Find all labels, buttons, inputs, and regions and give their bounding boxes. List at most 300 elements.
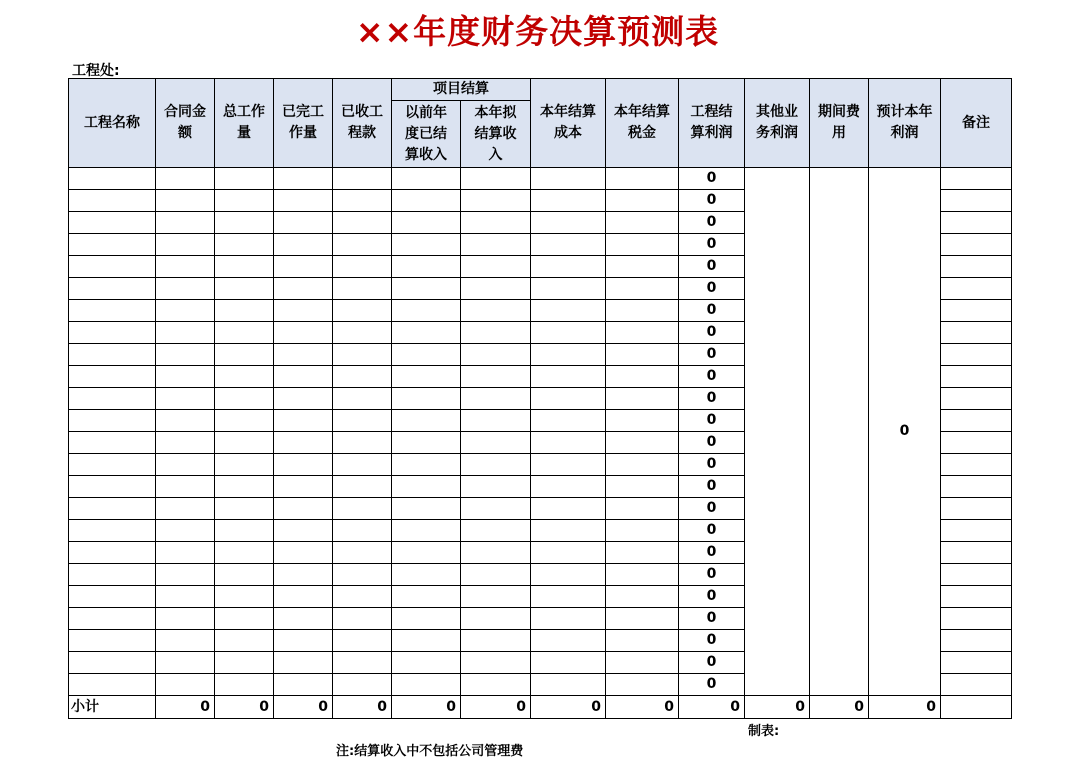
- cell-settlement-cost[interactable]: [531, 256, 606, 278]
- cell-completed-workload[interactable]: [274, 366, 333, 388]
- cell-project-profit[interactable]: 0: [679, 256, 745, 278]
- header-period-expense: 期间费 用: [810, 79, 869, 168]
- cell-remarks[interactable]: [941, 608, 1012, 630]
- cell-received-payment[interactable]: [333, 322, 392, 344]
- cell-settlement-cost[interactable]: [531, 410, 606, 432]
- cell-total-workload[interactable]: [215, 322, 274, 344]
- cell-project-name[interactable]: [69, 366, 156, 388]
- cell-planned-settlement-income[interactable]: [461, 212, 531, 234]
- cell-total-workload[interactable]: [215, 674, 274, 696]
- cell-completed-workload[interactable]: [274, 652, 333, 674]
- cell-received-payment[interactable]: [333, 542, 392, 564]
- cell-remarks[interactable]: [941, 586, 1012, 608]
- cell-remarks[interactable]: [941, 190, 1012, 212]
- cell-remarks[interactable]: [941, 520, 1012, 542]
- cell-settlement-tax[interactable]: [606, 520, 679, 542]
- cell-contract-amount[interactable]: [156, 652, 215, 674]
- cell-remarks[interactable]: [941, 410, 1012, 432]
- cell-settlement-cost[interactable]: [531, 322, 606, 344]
- cell-completed-workload[interactable]: [274, 564, 333, 586]
- cell-project-name[interactable]: [69, 432, 156, 454]
- cell-contract-amount[interactable]: [156, 608, 215, 630]
- cell-project-profit[interactable]: 0: [679, 432, 745, 454]
- cell-settlement-tax[interactable]: [606, 542, 679, 564]
- header-settlement-cost: 本年结算 成本: [531, 79, 606, 168]
- cell-project-name[interactable]: [69, 608, 156, 630]
- cell-total-workload[interactable]: [215, 212, 274, 234]
- cell-settlement-cost[interactable]: [531, 388, 606, 410]
- cell-contract-amount[interactable]: [156, 168, 215, 190]
- cell-received-payment[interactable]: [333, 168, 392, 190]
- cell-remarks[interactable]: [941, 388, 1012, 410]
- cell-project-profit[interactable]: 0: [679, 542, 745, 564]
- cell-planned-settlement-income[interactable]: [461, 652, 531, 674]
- cell-remarks[interactable]: [941, 212, 1012, 234]
- cell-other-business-profit[interactable]: [745, 168, 810, 696]
- cell-project-profit[interactable]: 0: [679, 344, 745, 366]
- cell-received-payment[interactable]: [333, 256, 392, 278]
- cell-planned-settlement-income[interactable]: [461, 564, 531, 586]
- cell-settlement-cost[interactable]: [531, 234, 606, 256]
- cell-settlement-cost[interactable]: [531, 278, 606, 300]
- cell-received-payment[interactable]: [333, 674, 392, 696]
- cell-settlement-cost[interactable]: [531, 520, 606, 542]
- cell-settlement-tax[interactable]: [606, 388, 679, 410]
- cell-prior-settled-income[interactable]: [392, 520, 461, 542]
- cell-project-name[interactable]: [69, 278, 156, 300]
- cell-contract-amount[interactable]: [156, 432, 215, 454]
- cell-settlement-cost[interactable]: [531, 674, 606, 696]
- cell-prior-settled-income[interactable]: [392, 608, 461, 630]
- cell-total-workload[interactable]: [215, 586, 274, 608]
- cell-prior-settled-income[interactable]: [392, 542, 461, 564]
- cell-contract-amount[interactable]: [156, 542, 215, 564]
- cell-contract-amount[interactable]: [156, 300, 215, 322]
- cell-project-name[interactable]: [69, 300, 156, 322]
- cell-total-workload[interactable]: [215, 498, 274, 520]
- cell-settlement-tax[interactable]: [606, 454, 679, 476]
- cell-total-workload[interactable]: [215, 388, 274, 410]
- cell-project-profit[interactable]: 0: [679, 410, 745, 432]
- cell-completed-workload[interactable]: [274, 190, 333, 212]
- cell-completed-workload[interactable]: [274, 520, 333, 542]
- cell-contract-amount[interactable]: [156, 278, 215, 300]
- cell-project-name[interactable]: [69, 168, 156, 190]
- cell-received-payment[interactable]: [333, 652, 392, 674]
- header-other-business-profit: 其他业 务利润: [745, 79, 810, 168]
- header-settlement-tax: 本年结算 税金: [606, 79, 679, 168]
- cell-contract-amount[interactable]: [156, 322, 215, 344]
- cell-completed-workload[interactable]: [274, 476, 333, 498]
- cell-prior-settled-income[interactable]: [392, 410, 461, 432]
- page-title: ××年度财务决算预测表: [355, 12, 720, 51]
- cell-received-payment[interactable]: [333, 388, 392, 410]
- cell-prior-settled-income[interactable]: [392, 212, 461, 234]
- cell-project-profit[interactable]: 0: [679, 520, 745, 542]
- header-contract-amount: 合同金 额: [156, 79, 215, 168]
- cell-planned-settlement-income[interactable]: [461, 322, 531, 344]
- cell-prior-settled-income[interactable]: [392, 388, 461, 410]
- cell-remarks[interactable]: [941, 432, 1012, 454]
- cell-settlement-cost[interactable]: [531, 432, 606, 454]
- cell-contract-amount[interactable]: [156, 476, 215, 498]
- cell-settlement-cost[interactable]: [531, 190, 606, 212]
- header-project-profit: 工程结 算利润: [679, 79, 745, 168]
- cell-remarks[interactable]: [941, 674, 1012, 696]
- cell-prior-settled-income[interactable]: [392, 168, 461, 190]
- cell-settlement-tax[interactable]: [606, 190, 679, 212]
- cell-project-profit[interactable]: 0: [679, 652, 745, 674]
- cell-completed-workload[interactable]: [274, 256, 333, 278]
- cell-planned-settlement-income[interactable]: [461, 190, 531, 212]
- cell-prior-settled-income[interactable]: [392, 564, 461, 586]
- cell-project-name[interactable]: [69, 476, 156, 498]
- cell-received-payment[interactable]: [333, 344, 392, 366]
- cell-prior-settled-income[interactable]: [392, 322, 461, 344]
- cell-completed-workload[interactable]: [274, 432, 333, 454]
- cell-planned-settlement-income[interactable]: [461, 410, 531, 432]
- cell-project-name[interactable]: [69, 410, 156, 432]
- cell-settlement-tax[interactable]: [606, 652, 679, 674]
- cell-received-payment[interactable]: [333, 564, 392, 586]
- cell-received-payment[interactable]: [333, 212, 392, 234]
- cell-project-name[interactable]: [69, 630, 156, 652]
- cell-contract-amount[interactable]: [156, 344, 215, 366]
- header-planned-settlement-income: 本年拟 结算收 入: [461, 101, 531, 168]
- cell-completed-workload[interactable]: [274, 300, 333, 322]
- cell-contract-amount[interactable]: [156, 212, 215, 234]
- cell-project-profit[interactable]: 0: [679, 476, 745, 498]
- cell-prior-settled-income[interactable]: [392, 344, 461, 366]
- cell-settlement-tax[interactable]: [606, 234, 679, 256]
- cell-planned-settlement-income[interactable]: [461, 388, 531, 410]
- cell-contract-amount[interactable]: [156, 520, 215, 542]
- cell-planned-settlement-income[interactable]: [461, 674, 531, 696]
- cell-completed-workload[interactable]: [274, 212, 333, 234]
- cell-project-profit[interactable]: 0: [679, 366, 745, 388]
- header-received-payment: 已收工 程款: [333, 79, 392, 168]
- header-completed-workload: 已完工 作量: [274, 79, 333, 168]
- cell-prior-settled-income[interactable]: [392, 454, 461, 476]
- cell-remarks[interactable]: [941, 542, 1012, 564]
- cell-prior-settled-income[interactable]: [392, 256, 461, 278]
- cell-settlement-tax[interactable]: [606, 608, 679, 630]
- cell-project-name[interactable]: [69, 454, 156, 476]
- cell-settlement-tax[interactable]: [606, 674, 679, 696]
- cell-received-payment[interactable]: [333, 630, 392, 652]
- cell-received-payment[interactable]: [333, 234, 392, 256]
- cell-prior-settled-income[interactable]: [392, 674, 461, 696]
- cell-received-payment[interactable]: [333, 300, 392, 322]
- cell-settlement-tax[interactable]: [606, 630, 679, 652]
- cell-settlement-tax[interactable]: [606, 366, 679, 388]
- cell-settlement-tax[interactable]: [606, 498, 679, 520]
- cell-remarks[interactable]: [941, 256, 1012, 278]
- cell-contract-amount[interactable]: [156, 498, 215, 520]
- cell-settlement-tax[interactable]: [606, 564, 679, 586]
- cell-settlement-cost[interactable]: [531, 608, 606, 630]
- cell-settlement-tax[interactable]: [606, 476, 679, 498]
- cell-project-name[interactable]: [69, 234, 156, 256]
- cell-completed-workload[interactable]: [274, 498, 333, 520]
- cell-settlement-cost[interactable]: [531, 630, 606, 652]
- cell-settlement-cost[interactable]: [531, 168, 606, 190]
- cell-total-workload[interactable]: [215, 366, 274, 388]
- cell-remarks[interactable]: [941, 476, 1012, 498]
- cell-settlement-tax[interactable]: [606, 300, 679, 322]
- cell-settlement-tax[interactable]: [606, 344, 679, 366]
- cell-completed-workload[interactable]: [274, 410, 333, 432]
- cell-remarks[interactable]: [941, 454, 1012, 476]
- cell-project-profit[interactable]: 0: [679, 454, 745, 476]
- subtotal-settlement-cost[interactable]: 0: [531, 696, 606, 719]
- cell-settlement-cost[interactable]: [531, 344, 606, 366]
- cell-received-payment[interactable]: [333, 410, 392, 432]
- cell-remarks[interactable]: [941, 498, 1012, 520]
- cell-project-profit[interactable]: 0: [679, 608, 745, 630]
- cell-prior-settled-income[interactable]: [392, 476, 461, 498]
- cell-project-profit[interactable]: 0: [679, 212, 745, 234]
- cell-settlement-tax[interactable]: [606, 278, 679, 300]
- cell-remarks[interactable]: [941, 652, 1012, 674]
- cell-settlement-cost[interactable]: [531, 564, 606, 586]
- cell-prior-settled-income[interactable]: [392, 366, 461, 388]
- cell-total-workload[interactable]: [215, 432, 274, 454]
- subtotal-period-expense[interactable]: 0: [810, 696, 869, 719]
- subtotal-total-workload[interactable]: 0: [215, 696, 274, 719]
- cell-contract-amount[interactable]: [156, 454, 215, 476]
- cell-settlement-cost[interactable]: [531, 476, 606, 498]
- cell-total-workload[interactable]: [215, 652, 274, 674]
- cell-contract-amount[interactable]: [156, 564, 215, 586]
- cell-completed-workload[interactable]: [274, 168, 333, 190]
- cell-prior-settled-income[interactable]: [392, 652, 461, 674]
- cell-project-name[interactable]: [69, 652, 156, 674]
- cell-project-profit[interactable]: 0: [679, 498, 745, 520]
- header-expected-profit: 预计本年 利润: [869, 79, 941, 168]
- cell-prior-settled-income[interactable]: [392, 234, 461, 256]
- department-label: 工程处:: [72, 63, 120, 79]
- forecast-table: [68, 78, 1012, 719]
- cell-project-name[interactable]: [69, 674, 156, 696]
- cell-settlement-tax[interactable]: [606, 432, 679, 454]
- cell-expected-profit[interactable]: 0: [869, 168, 941, 696]
- cell-completed-workload[interactable]: [274, 542, 333, 564]
- subtotal-completed-workload[interactable]: 0: [274, 696, 333, 719]
- cell-settlement-tax[interactable]: [606, 322, 679, 344]
- cell-planned-settlement-income[interactable]: [461, 432, 531, 454]
- cell-completed-workload[interactable]: [274, 454, 333, 476]
- cell-received-payment[interactable]: [333, 476, 392, 498]
- cell-project-name[interactable]: [69, 564, 156, 586]
- cell-prior-settled-income[interactable]: [392, 498, 461, 520]
- cell-settlement-cost[interactable]: [531, 586, 606, 608]
- cell-project-name[interactable]: [69, 256, 156, 278]
- cell-received-payment[interactable]: [333, 520, 392, 542]
- cell-contract-amount[interactable]: [156, 190, 215, 212]
- cell-contract-amount[interactable]: [156, 410, 215, 432]
- cell-completed-workload[interactable]: [274, 630, 333, 652]
- cell-project-profit[interactable]: 0: [679, 300, 745, 322]
- subtotal-settlement-tax[interactable]: 0: [606, 696, 679, 719]
- cell-project-profit[interactable]: 0: [679, 168, 745, 190]
- cell-completed-workload[interactable]: [274, 278, 333, 300]
- subtotal-planned-settlement-income[interactable]: 0: [461, 696, 531, 719]
- header-total-workload: 总工作 量: [215, 79, 274, 168]
- cell-received-payment[interactable]: [333, 608, 392, 630]
- cell-remarks[interactable]: [941, 322, 1012, 344]
- cell-project-name[interactable]: [69, 212, 156, 234]
- cell-completed-workload[interactable]: [274, 586, 333, 608]
- cell-project-name[interactable]: [69, 586, 156, 608]
- cell-planned-settlement-income[interactable]: [461, 454, 531, 476]
- header-settlement-group: 项目结算: [392, 79, 531, 101]
- cell-project-name[interactable]: [69, 520, 156, 542]
- cell-completed-workload[interactable]: [274, 322, 333, 344]
- cell-completed-workload[interactable]: [274, 674, 333, 696]
- cell-project-profit[interactable]: 0: [679, 278, 745, 300]
- cell-project-name[interactable]: [69, 498, 156, 520]
- subtotal-remarks[interactable]: [941, 696, 1012, 719]
- cell-planned-settlement-income[interactable]: [461, 476, 531, 498]
- cell-period-expense[interactable]: [810, 168, 869, 696]
- cell-settlement-cost[interactable]: [531, 454, 606, 476]
- cell-prior-settled-income[interactable]: [392, 432, 461, 454]
- cell-settlement-tax[interactable]: [606, 586, 679, 608]
- cell-planned-settlement-income[interactable]: [461, 608, 531, 630]
- cell-project-profit[interactable]: 0: [679, 234, 745, 256]
- cell-settlement-cost[interactable]: [531, 300, 606, 322]
- cell-settlement-tax[interactable]: [606, 212, 679, 234]
- cell-contract-amount[interactable]: [156, 586, 215, 608]
- cell-project-name[interactable]: [69, 542, 156, 564]
- cell-prior-settled-income[interactable]: [392, 586, 461, 608]
- cell-planned-settlement-income[interactable]: [461, 586, 531, 608]
- cell-completed-workload[interactable]: [274, 608, 333, 630]
- subtotal-prior-settled-income[interactable]: 0: [392, 696, 461, 719]
- cell-remarks[interactable]: [941, 278, 1012, 300]
- cell-remarks[interactable]: [941, 630, 1012, 652]
- cell-settlement-cost[interactable]: [531, 212, 606, 234]
- cell-total-workload[interactable]: [215, 476, 274, 498]
- cell-received-payment[interactable]: [333, 454, 392, 476]
- cell-contract-amount[interactable]: [156, 366, 215, 388]
- subtotal-received-payment[interactable]: 0: [333, 696, 392, 719]
- cell-project-profit[interactable]: 0: [679, 674, 745, 696]
- cell-total-workload[interactable]: [215, 454, 274, 476]
- subtotal-contract-amount[interactable]: 0: [156, 696, 215, 719]
- cell-remarks[interactable]: [941, 300, 1012, 322]
- cell-settlement-tax[interactable]: [606, 168, 679, 190]
- cell-total-workload[interactable]: [215, 168, 274, 190]
- cell-contract-amount[interactable]: [156, 630, 215, 652]
- cell-project-profit[interactable]: 0: [679, 630, 745, 652]
- cell-contract-amount[interactable]: [156, 256, 215, 278]
- cell-project-name[interactable]: [69, 388, 156, 410]
- cell-settlement-cost[interactable]: [531, 542, 606, 564]
- cell-settlement-cost[interactable]: [531, 498, 606, 520]
- cell-remarks[interactable]: [941, 366, 1012, 388]
- cell-total-workload[interactable]: [215, 278, 274, 300]
- cell-total-workload[interactable]: [215, 234, 274, 256]
- cell-received-payment[interactable]: [333, 278, 392, 300]
- subtotal-row: [69, 696, 1012, 719]
- cell-completed-workload[interactable]: [274, 388, 333, 410]
- cell-total-workload[interactable]: [215, 630, 274, 652]
- cell-planned-settlement-income[interactable]: [461, 300, 531, 322]
- cell-planned-settlement-income[interactable]: [461, 366, 531, 388]
- cell-prior-settled-income[interactable]: [392, 278, 461, 300]
- cell-project-profit[interactable]: 0: [679, 586, 745, 608]
- cell-planned-settlement-income[interactable]: [461, 630, 531, 652]
- cell-total-workload[interactable]: [215, 256, 274, 278]
- cell-project-name[interactable]: [69, 322, 156, 344]
- cell-settlement-cost[interactable]: [531, 366, 606, 388]
- table-row: [69, 168, 1012, 190]
- cell-settlement-tax[interactable]: [606, 410, 679, 432]
- cell-settlement-cost[interactable]: [531, 652, 606, 674]
- cell-planned-settlement-income[interactable]: [461, 520, 531, 542]
- cell-total-workload[interactable]: [215, 520, 274, 542]
- cell-remarks[interactable]: [941, 564, 1012, 586]
- cell-prior-settled-income[interactable]: [392, 300, 461, 322]
- cell-prior-settled-income[interactable]: [392, 630, 461, 652]
- subtotal-expected-profit[interactable]: 0: [869, 696, 941, 719]
- cell-prior-settled-income[interactable]: [392, 190, 461, 212]
- cell-contract-amount[interactable]: [156, 388, 215, 410]
- cell-total-workload[interactable]: [215, 542, 274, 564]
- header-prior-settled-income: 以前年 度已结 算收入: [392, 101, 461, 168]
- subtotal-project-profit[interactable]: 0: [679, 696, 745, 719]
- cell-total-workload[interactable]: [215, 344, 274, 366]
- cell-planned-settlement-income[interactable]: [461, 498, 531, 520]
- cell-total-workload[interactable]: [215, 564, 274, 586]
- cell-received-payment[interactable]: [333, 586, 392, 608]
- cell-completed-workload[interactable]: [274, 344, 333, 366]
- cell-remarks[interactable]: [941, 234, 1012, 256]
- cell-received-payment[interactable]: [333, 498, 392, 520]
- cell-contract-amount[interactable]: [156, 234, 215, 256]
- cell-planned-settlement-income[interactable]: [461, 168, 531, 190]
- cell-planned-settlement-income[interactable]: [461, 256, 531, 278]
- cell-project-profit[interactable]: 0: [679, 322, 745, 344]
- cell-project-profit[interactable]: 0: [679, 564, 745, 586]
- cell-planned-settlement-income[interactable]: [461, 344, 531, 366]
- cell-received-payment[interactable]: [333, 190, 392, 212]
- subtotal-other-business-profit[interactable]: 0: [745, 696, 810, 719]
- cell-planned-settlement-income[interactable]: [461, 542, 531, 564]
- cell-settlement-tax[interactable]: [606, 256, 679, 278]
- cell-remarks[interactable]: [941, 344, 1012, 366]
- footnote: 注:结算收入中不包括公司管理费: [336, 744, 524, 759]
- cell-total-workload[interactable]: [215, 300, 274, 322]
- cell-total-workload[interactable]: [215, 410, 274, 432]
- cell-project-profit[interactable]: 0: [679, 190, 745, 212]
- cell-received-payment[interactable]: [333, 366, 392, 388]
- cell-planned-settlement-income[interactable]: [461, 234, 531, 256]
- cell-received-payment[interactable]: [333, 432, 392, 454]
- cell-total-workload[interactable]: [215, 608, 274, 630]
- cell-remarks[interactable]: [941, 168, 1012, 190]
- cell-completed-workload[interactable]: [274, 234, 333, 256]
- cell-project-name[interactable]: [69, 344, 156, 366]
- cell-planned-settlement-income[interactable]: [461, 278, 531, 300]
- cell-project-name[interactable]: [69, 190, 156, 212]
- maker-label: 制表:: [748, 724, 780, 739]
- cell-contract-amount[interactable]: [156, 674, 215, 696]
- cell-total-workload[interactable]: [215, 190, 274, 212]
- cell-project-profit[interactable]: 0: [679, 388, 745, 410]
